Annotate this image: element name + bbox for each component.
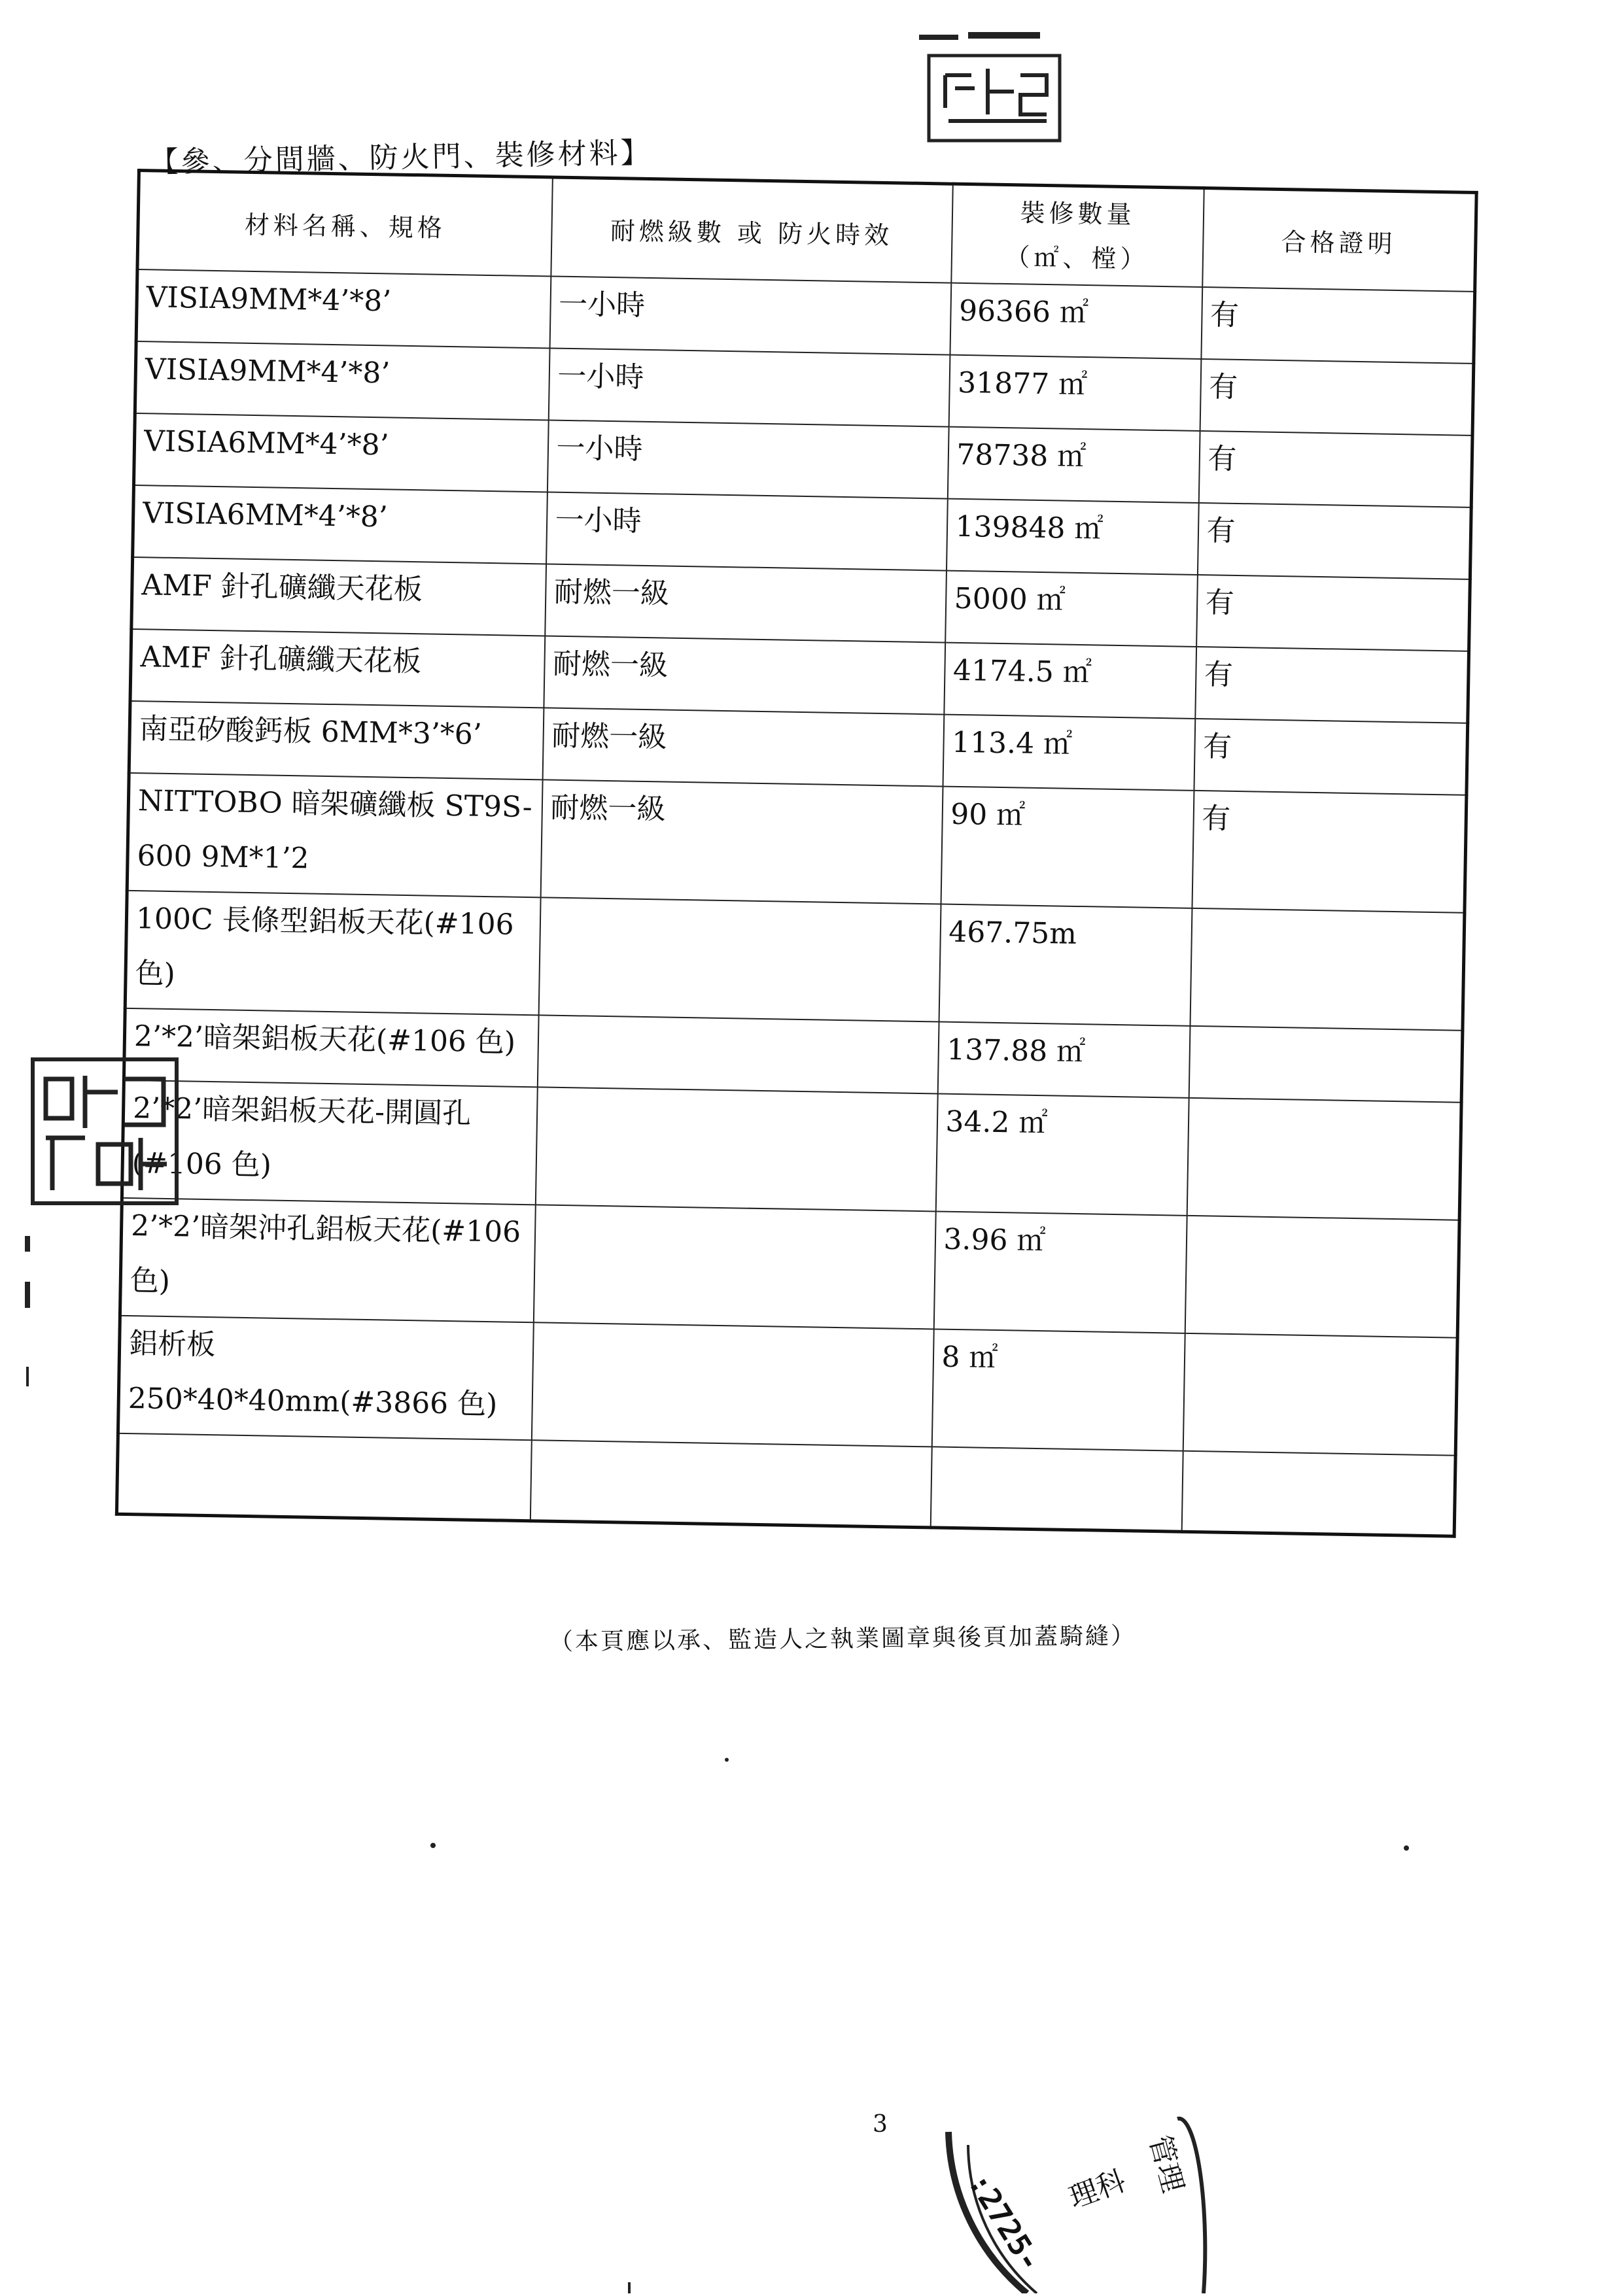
fire-rating-cell [531,1322,933,1447]
seam-stamp-bottom [929,2106,1230,2293]
seal-stamp-left [26,1053,183,1210]
materials-table [115,169,1478,1538]
certificate-cell [1187,1098,1461,1220]
scan-mark [26,1367,29,1386]
scan-mark [430,1843,436,1848]
material-name-cell: VISIA6MM*4’*8’ [133,485,548,564]
material-name-cell: 2’*2’暗架鋁板天花-開圓孔(#106 色) [122,1080,537,1205]
material-name-cell: VISIA6MM*4’*8’ [133,413,548,492]
fire-rating-cell: 耐燃一級 [542,708,944,786]
scan-mark [1404,1845,1409,1851]
scan-mark [725,1758,729,1762]
scan-mark [628,2282,631,2293]
quantity-cell: 8 ㎡ [931,1329,1185,1450]
certificate-cell [1181,1451,1455,1536]
seam-stamp-number: :2725- [961,2167,1049,2278]
header-quantity-label: 裝修數量 [1020,198,1136,230]
fire-rating-cell [533,1205,935,1329]
fire-rating-cell: 耐燃一級 [540,780,943,904]
quantity-cell: 113.4 ㎡ [943,715,1195,791]
footnote: （本頁應以承、監造人之執業圖章與後頁加蓋騎縫） [549,1622,1137,1656]
certificate-cell [1183,1333,1457,1456]
fire-rating-cell [535,1087,937,1211]
fire-rating-cell [538,897,941,1021]
header-certificate: 合格證明 [1202,188,1476,292]
quantity-cell: 31877 ㎡ [948,355,1201,431]
page-number: 3 [873,2111,888,2138]
table-row [127,773,1467,913]
header-fire-rating: 耐燃級數 或 防火時效 [551,177,952,283]
fire-rating-cell: 一小時 [546,492,948,570]
certificate-cell: 有 [1201,287,1475,364]
fire-rating-cell: 一小時 [549,276,951,354]
scan-mark [25,1282,30,1308]
material-name-cell: NITTOBO 暗架礦纖板 ST9S-600 9M*1’2 [127,773,542,897]
material-name-cell: AMF 針孔礦纖天花板 [130,629,545,708]
certificate-cell [1185,1216,1459,1338]
seam-stamp-label-2: 理科 [1064,2164,1130,2216]
materials-sheet [115,169,1475,1538]
section-title: 【參、分間牆、防火門、裝修材料】 [149,136,653,179]
quantity-cell: 78738 ㎡ [947,427,1200,503]
scan-mark [25,1236,30,1252]
table-row [125,891,1465,1031]
material-name-cell: 南亞矽酸鈣板 6MM*3’*6’ [129,701,544,780]
fire-rating-cell [537,1015,939,1093]
quantity-cell: 467.75m [939,904,1192,1026]
seal-stamp-top [916,29,1073,147]
quantity-cell: 34.2 ㎡ [935,1093,1189,1215]
certificate-cell [1189,1026,1463,1103]
material-name-cell: VISIA9MM*4’*8’ [135,341,549,420]
certificate-cell: 有 [1195,647,1469,723]
quantity-cell [930,1447,1183,1532]
quantity-cell: 139848 ㎡ [946,499,1198,575]
quantity-cell: 5000 ㎡ [945,571,1198,647]
material-name-cell: 2’*2’暗架鋁板天花(#106 色) [124,1008,538,1087]
table-row [118,1316,1457,1456]
certificate-cell: 有 [1197,503,1471,579]
material-name-cell: AMF 針孔礦纖天花板 [131,557,546,636]
certificate-cell: 有 [1198,431,1472,507]
fire-rating-cell: 一小時 [548,348,950,426]
material-name-cell: 鋁析板 250*40*40mm(#3866 色) [118,1316,533,1440]
table-row [122,1080,1461,1220]
material-name-cell [116,1433,531,1521]
fire-rating-cell: 一小時 [547,420,948,498]
quantity-cell: 96366 ㎡ [950,283,1202,359]
header-quantity [951,184,1204,287]
certificate-cell: 有 [1196,575,1470,651]
certificate-cell [1190,908,1465,1031]
header-material-name: 材料名稱、規格 [137,171,552,277]
material-name-cell: VISIA9MM*4’*8’ [136,269,551,348]
table-row [120,1198,1459,1338]
quantity-cell: 90 ㎡ [941,787,1194,908]
seam-stamp-label: 管理 [1142,2131,1190,2197]
fire-rating-cell [530,1440,931,1528]
fire-rating-cell: 耐燃一級 [545,564,947,642]
header-quantity-unit: （㎡、樘） [1005,243,1149,274]
quantity-cell: 137.88 ㎡ [937,1021,1190,1097]
certificate-cell: 有 [1192,791,1467,913]
fire-rating-cell: 耐燃一級 [544,636,945,714]
material-name-cell: 100C 長條型鋁板天花(#106 色) [125,891,540,1015]
material-name-cell: 2’*2’暗架沖孔鋁板天花(#106 色) [120,1198,535,1322]
quantity-cell: 4174.5 ㎡ [944,643,1196,719]
certificate-cell: 有 [1200,359,1474,436]
certificate-cell: 有 [1194,719,1468,795]
quantity-cell: 3.96 ㎡ [933,1211,1187,1333]
